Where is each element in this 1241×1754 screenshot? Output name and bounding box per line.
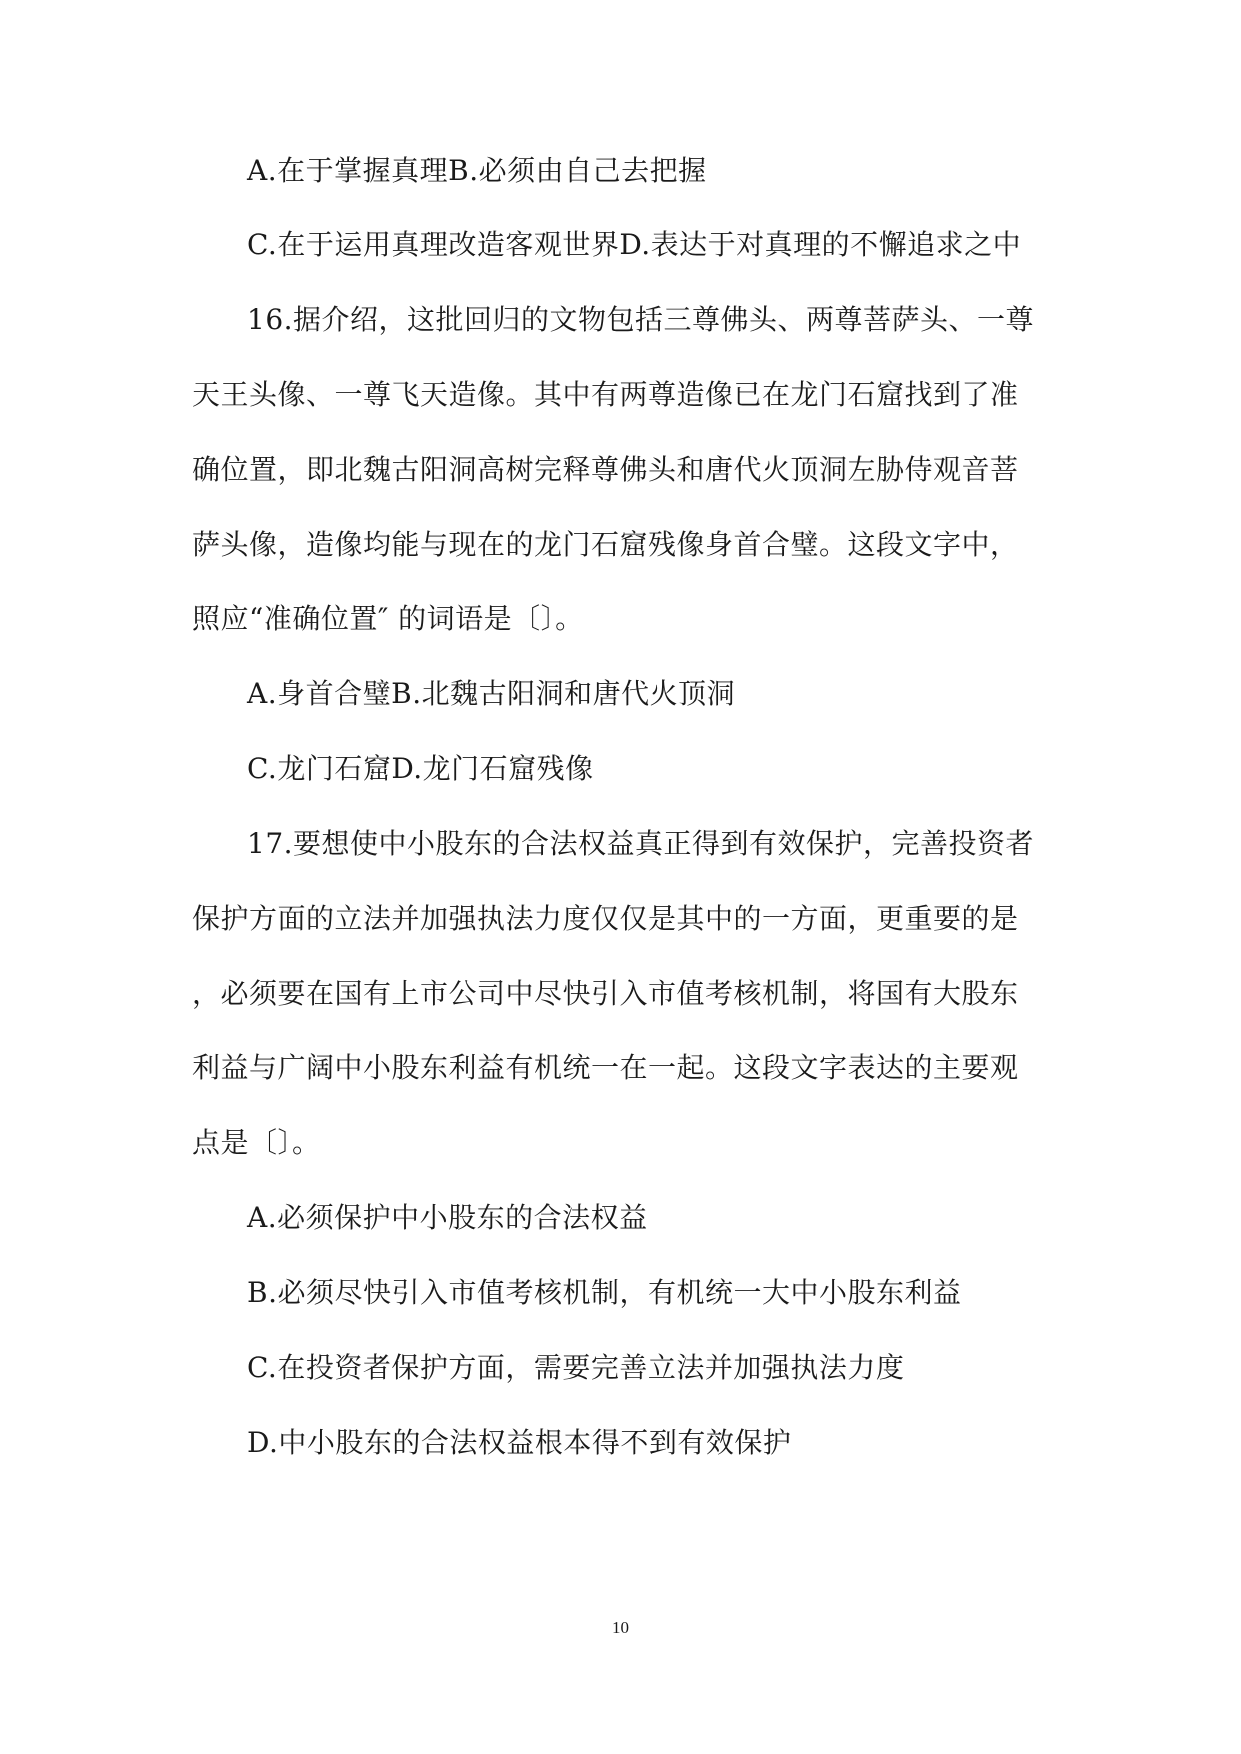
q17-stem-line-1: 17.要想使中小股东的合法权益真正得到有效保护，完善投资者 bbox=[247, 827, 1035, 860]
q16-options-cd: C.龙门石窟D.龙门石窟残像 bbox=[247, 752, 594, 785]
q17-option-d: D.中小股东的合法权益根本得不到有效保护 bbox=[247, 1426, 792, 1459]
q16-stem-line-1: 16.据介绍，这批回归的文物包括三尊佛头、两尊菩萨头、一尊 bbox=[247, 303, 1035, 336]
q16-stem-line-5: 照应“准确位置″ 的词语是〔〕。 bbox=[192, 602, 584, 635]
q16-options-ab: A.身首合璧B.北魏古阳洞和唐代火顶洞 bbox=[247, 677, 736, 710]
q17-option-a: A.必须保护中小股东的合法权益 bbox=[247, 1201, 648, 1234]
q15-options-cd: C.在于运用真理改造客观世界D.表达于对真理的不懈追求之中 bbox=[247, 228, 1022, 261]
q17-stem-line-2: 保护方面的立法并加强执法力度仅仅是其中的一方面，更重要的是 bbox=[192, 902, 1019, 935]
q16-stem-line-2: 天王头像、一尊飞天造像。其中有两尊造像已在龙门石窟找到了准 bbox=[192, 378, 1019, 411]
q15-options-ab: A.在于掌握真理B.必须由自己去把握 bbox=[247, 154, 707, 187]
q16-stem-line-3: 确位置，即北魏古阳洞高树完释尊佛头和唐代火顶洞左胁侍观音菩 bbox=[192, 453, 1019, 486]
q17-option-b: B.必须尽快引入市值考核机制，有机统一大中小股东利益 bbox=[247, 1276, 962, 1309]
q17-stem-line-5: 点是〔〕。 bbox=[192, 1126, 321, 1159]
q17-option-c: C.在投资者保护方面，需要完善立法并加强执法力度 bbox=[247, 1351, 905, 1384]
q16-stem-line-4: 萨头像，造像均能与现在的龙门石窟残像身首合璧。这段文字中， bbox=[192, 528, 1019, 561]
page-number: 10 bbox=[612, 1618, 629, 1637]
q17-stem-line-4: 利益与广阔中小股东利益有机统一在一起。这段文字表达的主要观 bbox=[192, 1051, 1019, 1084]
q17-stem-line-3: ，必须要在国有上市公司中尽快引入市值考核机制，将国有大股东 bbox=[192, 977, 1019, 1010]
